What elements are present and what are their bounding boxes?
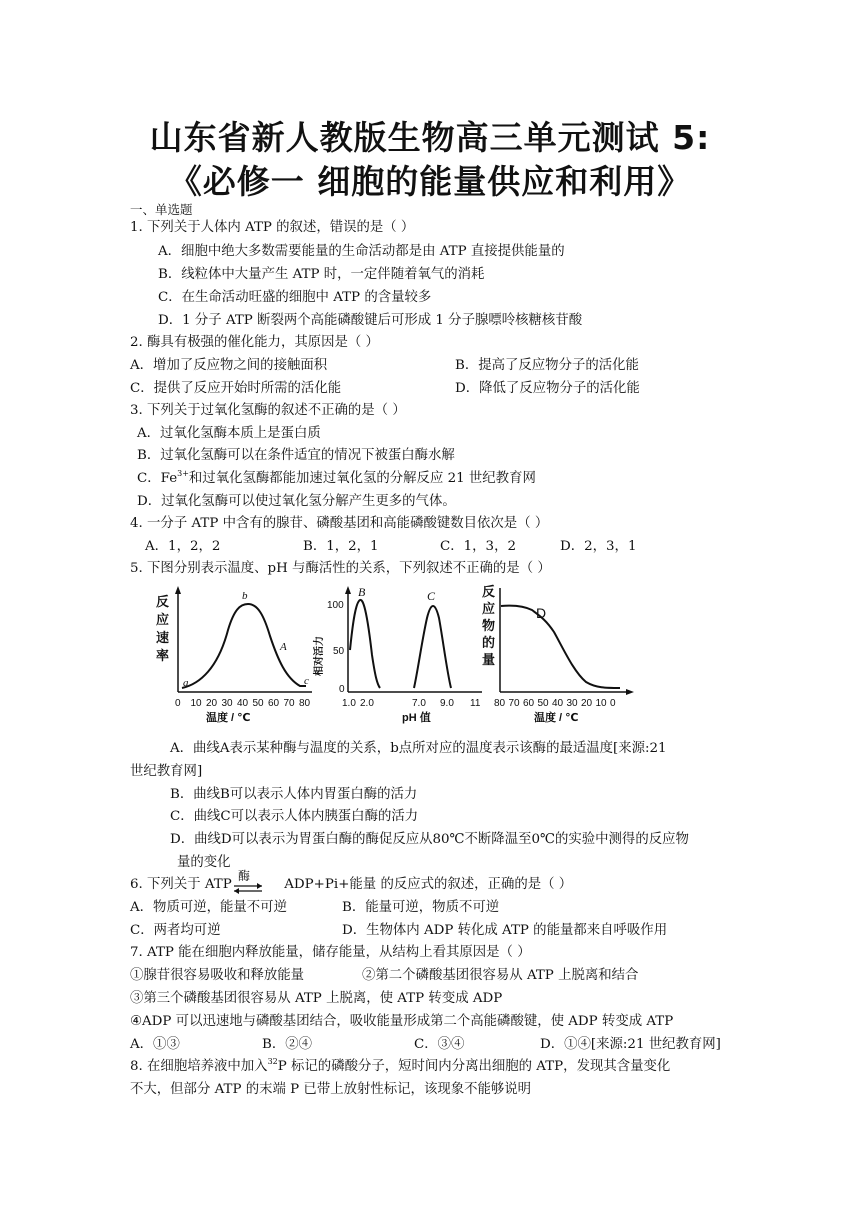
enzyme-activity-figure	[150, 580, 650, 730]
question-4-option-c: C．1，3，2	[440, 539, 516, 554]
question-1-stem: 1. 下列关于人体内 ATP 的叙述，错误的是（ ）	[130, 220, 415, 235]
g2-xtick-2: 2.0	[360, 698, 374, 709]
g3-xtick-1: 70	[508, 698, 520, 709]
g3-xtick-4: 40	[552, 698, 564, 709]
g1-ylabel-3: 率	[156, 649, 170, 664]
enzyme-label: 酶	[238, 869, 251, 883]
question-3-option-c-prefix: C．Fe	[137, 471, 178, 486]
g1-xtick-4: 40	[237, 698, 249, 709]
question-6-option-c: C．两者均可逆	[130, 923, 221, 938]
g1-xtick-5: 50	[252, 698, 264, 709]
question-3-stem: 3. 下列关于过氧化氢酶的叙述不正确的是（ ）	[130, 403, 406, 418]
question-7-option-c: C．③④	[414, 1037, 465, 1052]
graph-reactant-amount	[482, 584, 634, 724]
g2-xtick-9: 9.0	[440, 698, 454, 709]
g3-xtick-8: 0	[610, 698, 616, 709]
question-6-stem	[130, 869, 573, 894]
g3-xtick-6: 20	[581, 698, 593, 709]
g1-xtick-1: 10	[190, 698, 202, 709]
g1-xtick-8: 80	[299, 698, 311, 709]
g2-ytick-0: 0	[339, 684, 345, 695]
g3-xtick-0: 80	[494, 698, 506, 709]
g2-xtick-1: 1.0	[342, 698, 356, 709]
question-6-option-d: D．生物体内 ADP 转化成 ATP 的能量都来自呼吸作用	[342, 923, 668, 938]
question-3-option-c	[137, 470, 536, 488]
g2-xlabel: pH 值	[402, 712, 431, 724]
question-5-option-a-line-2: 世纪教育网]	[130, 764, 203, 779]
g1-point-b: b	[242, 590, 248, 602]
g3-ylabel-1: 应	[482, 602, 496, 617]
g1-xtick-7: 70	[283, 698, 295, 709]
graph-ph-activity	[312, 585, 482, 724]
question-6-prefix: 6. 下列关于 ATP	[130, 877, 232, 892]
g3-x-arrow	[626, 689, 634, 695]
g2-xtick-11: 11	[470, 698, 481, 709]
g1-xtick-3: 30	[221, 698, 233, 709]
g1-xtick-6: 60	[268, 698, 280, 709]
question-8-line-1	[130, 1058, 670, 1076]
g3-label-D: D	[536, 605, 547, 621]
curve-a	[182, 604, 306, 688]
question-4-option-a: A．1，2，2	[145, 539, 221, 554]
question-1-option-a: A．细胞中绝大多数需要能量的生命活动都是由 ATP 直接提供能量的	[158, 244, 565, 259]
question-2-option-b: B．提高了反应物分子的活化能	[455, 358, 639, 373]
question-2-option-c: C．提供了反应开始时所需的活化能	[130, 381, 342, 396]
question-4-option-d: D．2，3，1	[560, 539, 637, 554]
question-8-prefix: 8. 在细胞培养液中加入	[130, 1059, 268, 1074]
g3-xtick-5: 30	[566, 698, 578, 709]
question-2-stem: 2. 酶具有极强的催化能力，其原因是（ ）	[130, 335, 379, 350]
question-3-option-c-text: 和过氧化氢酶都能加速过氧化氢的分解反应 21 世纪教育网	[188, 471, 536, 486]
page-title-line-2: 《必修一 细胞的能量供应和利用》	[168, 162, 692, 201]
g1-ylabel-2: 速	[156, 631, 170, 646]
question-2-option-a: A．增加了反应物之间的接触面积	[130, 358, 328, 373]
g2-ytick-50: 50	[333, 646, 345, 657]
g1-point-a: a	[183, 677, 189, 689]
g2-label-B: B	[358, 585, 366, 599]
question-4-option-b: B．1，2，1	[303, 539, 379, 554]
question-7-stem: 7. ATP 能在细胞内释放能量，储存能量，从结构上看其原因是（ ）	[130, 945, 531, 960]
page-title-line-1: 山东省新人教版生物高三单元测试 5:	[149, 118, 711, 157]
g1-xtick-2: 20	[206, 698, 218, 709]
g1-label-A: A	[280, 641, 287, 653]
question-6-option-b: B．能量可逆，物质不可逆	[342, 900, 500, 915]
question-1-option-b: B．线粒体中大量产生 ATP 时，一定伴随着氧气的消耗	[158, 267, 485, 282]
question-8-line-2: 不大，但部分 ATP 的末端 P 已带上放射性标记，该现象不能够说明	[130, 1082, 532, 1097]
question-7-statement-2: ②第二个磷酸基团很容易从 ATP 上脱离和结合	[362, 968, 639, 983]
question-5-option-d-line-1: D．曲线D可以表示为胃蛋白酶的酶促反应从80℃不断降温至0℃的实验中测得的反应物	[170, 832, 689, 847]
question-7-option-b: B．②④	[262, 1037, 313, 1052]
iron-charge-superscript: 3+	[177, 469, 189, 478]
g3-xlabel: 温度 / ℃	[534, 712, 579, 724]
reversible-reaction	[236, 869, 280, 894]
g3-ylabel-0: 反	[482, 585, 496, 600]
g2-ylabel: 相对活力	[314, 636, 325, 676]
g1-y-arrow	[175, 586, 181, 594]
question-3-option-b: B．过氧化氢酶可以在条件适宜的情况下被蛋白酶水解	[137, 448, 455, 463]
question-7-statement-3: ③第三个磷酸基团很容易从 ATP 上脱离，使 ATP 转变成 ADP	[130, 991, 503, 1006]
graph-temperature-rate	[156, 586, 312, 724]
g1-ylabel-0: 反	[156, 595, 170, 610]
g2-ytick-100: 100	[327, 600, 344, 611]
question-6-suffix: ADP+Pi+能量 的反应式的叙述，正确的是（ ）	[284, 877, 573, 892]
isotope-superscript: 32	[267, 1057, 278, 1066]
question-7-statement-1: ①腺苷很容易吸收和释放能量	[130, 968, 305, 983]
reversible-arrow-icon	[232, 882, 264, 894]
g2-xtick-7: 7.0	[412, 698, 426, 709]
g1-xtick-0: 0	[175, 698, 181, 709]
question-1-option-c: C．在生命活动旺盛的细胞中 ATP 的含量较多	[158, 290, 432, 305]
curve-b	[350, 600, 380, 688]
question-5-option-b: B．曲线B可以表示人体内胃蛋白酶的活力	[170, 787, 418, 802]
question-5-option-d-line-2: 量的变化	[177, 855, 231, 870]
g2-y-arrow	[345, 586, 351, 594]
section-heading: 一、单选题	[130, 202, 193, 217]
enzyme-graphs-svg	[150, 580, 650, 730]
question-6-option-a: A．物质可逆，能量不可逆	[130, 900, 287, 915]
g3-xtick-3: 50	[537, 698, 549, 709]
question-7-statement-4: ④ADP 可以迅速地与磷酸基团结合，吸收能量形成第二个高能磷酸键，使 ADP 转变成 ATP	[130, 1014, 674, 1029]
question-3-option-d: D．过氧化氢酶可以使过氧化氢分解产生更多的气体。	[137, 494, 456, 509]
question-1-option-d: D．1 分子 ATP 断裂两个高能磷酸键后可形成 1 分子腺嘌呤核糖核苷酸	[158, 313, 583, 328]
question-7-option-a: A．①③	[130, 1037, 180, 1052]
curve-d	[501, 606, 620, 688]
question-3-option-a: A．过氧化氢酶本质上是蛋白质	[137, 426, 321, 441]
g1-ylabel-1: 应	[156, 613, 170, 628]
question-2-option-d: D．降低了反应物分子的活化能	[455, 381, 640, 396]
question-7-option-d: D．①④[来源:21 世纪教育网]	[540, 1037, 721, 1052]
question-5-option-c: C．曲线C可以表示人体内胰蛋白酶的活力	[170, 809, 419, 824]
g1-point-c: c	[304, 675, 309, 687]
g3-xtick-7: 10	[595, 698, 607, 709]
g3-ylabel-3: 的	[482, 636, 496, 651]
question-4-stem: 4. 一分子 ATP 中含有的腺苷、磷酸基团和高能磷酸键数目依次是（ ）	[130, 516, 549, 531]
g3-ylabel-2: 物	[482, 619, 496, 634]
g3-xtick-2: 60	[523, 698, 535, 709]
curve-c	[414, 606, 451, 688]
question-8-text: P 标记的磷酸分子，短时间内分离出细胞的 ATP，发现其含量变化	[277, 1059, 671, 1074]
question-5-stem: 5. 下图分别表示温度、pH 与酶活性的关系，下列叙述不正确的是（ ）	[130, 561, 551, 576]
g3-ylabel-4: 量	[482, 653, 496, 668]
question-5-option-a-line-1: A．曲线A表示某种酶与温度的关系，b点所对应的温度表示该酶的最适温度[来源:21	[170, 741, 667, 756]
g2-label-C: C	[427, 589, 436, 603]
g1-xlabel: 温度 / ℃	[206, 712, 251, 724]
